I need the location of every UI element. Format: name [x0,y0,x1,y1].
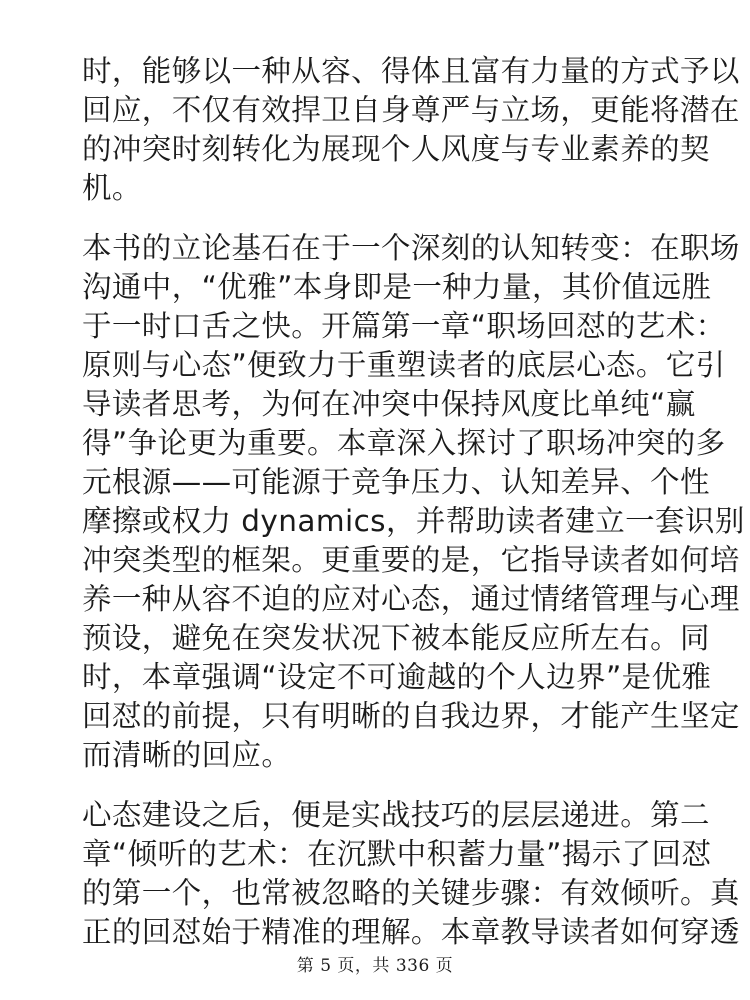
body-text [82,52,745,973]
paragraph-3 [82,796,740,952]
text-line: 回怼的前提，只有明晰的自我边界，才能产生坚定 [82,699,740,733]
page-number-footer: 第 5 页，共 336 页 [296,956,454,976]
text-line: 原则与心态”便致力于重塑读者的底层心态。它引 [82,348,726,382]
text-line: 养一种从容不迫的应对心态，通过情绪管理与心理 [82,582,740,616]
text-line: 冲突类型的框架。更重要的是，它指导读者如何培 [82,543,740,577]
paragraph-1 [82,52,740,208]
text-line: 而清晰的回应。 [82,738,292,772]
text-line: 章“倾听的艺术：在沉默中积蓄力量”揭示了回怼 [82,837,712,871]
text-line: 于一时口舌之快。开篇第一章“职场回怼的艺术： [82,309,726,343]
text-line: 正的回怼始于精准的理解。本章教导读者如何穿透 [82,915,740,949]
paragraph-2 [82,229,745,775]
text-line: 心态建设之后，便是实战技巧的层层递进。第二 [82,798,710,832]
text-line: 摩擦或权力 dynamics，并帮助读者建立一套识别 [82,504,745,538]
text-line: 的第一个，也常被忽略的关键步骤：有效倾听。真 [82,876,740,910]
text-line: 元根源——可能源于竞争压力、认知差异、个性 [82,465,710,499]
text-line: 本书的立论基石在于一个深刻的认知转变：在职场 [82,231,740,265]
text-line: 沟通中，“优雅”本身即是一种力量，其价值远胜 [82,270,712,304]
text-line: 回应，不仅有效捍卫自身尊严与立场，更能将潜在 [82,93,740,127]
text-line: 机。 [82,171,142,205]
text-line: 预设，避免在突发状况下被本能反应所左右。同 [82,621,710,655]
text-line: 导读者思考，为何在冲突中保持风度比单纯“赢 [82,387,696,421]
text-line: 得”争论更为重要。本章深入探讨了职场冲突的多 [82,426,726,460]
text-line: 时，能够以一种从容、得体且富有力量的方式予以 [82,54,740,88]
text-line: 时，本章强调“设定不可逾越的个人边界”是优雅 [82,660,712,694]
text-line: 的冲突时刻转化为展现个人风度与专业素养的契 [82,132,710,166]
